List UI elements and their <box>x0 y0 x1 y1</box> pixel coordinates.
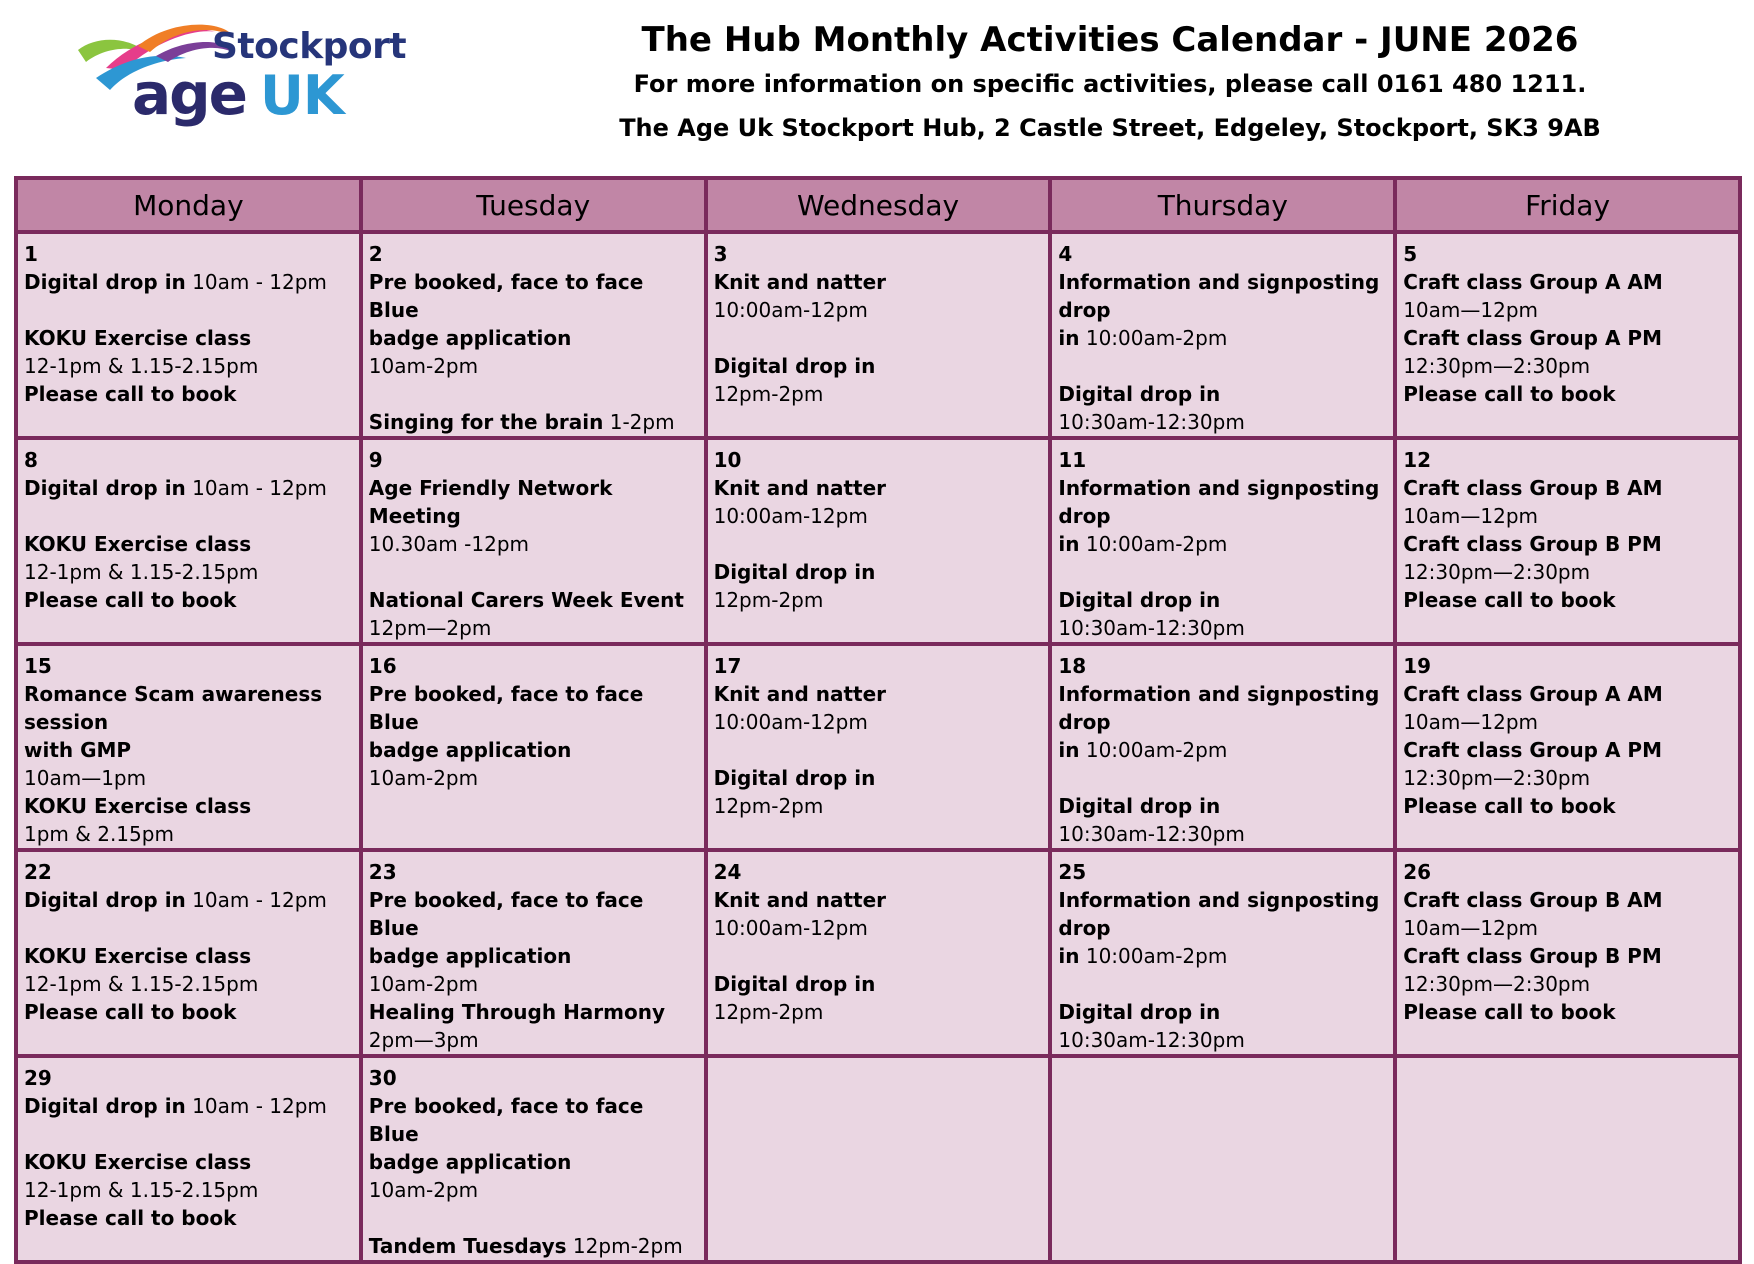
activity-name: Please call to book <box>24 1206 237 1230</box>
activity-line <box>1403 352 1732 380</box>
date-number: 5 <box>1403 242 1418 266</box>
activity-name: Digital drop in <box>713 972 876 996</box>
activity-time: 12-1pm & 1.15-2.15pm <box>24 560 259 584</box>
day-cell <box>1050 644 1395 850</box>
activity-name: Healing Through Harmony <box>368 1000 666 1024</box>
activity-name: Digital drop in <box>713 766 876 790</box>
day-cell <box>1395 644 1740 850</box>
activity-line <box>24 380 353 408</box>
activity-name: Please call to book <box>24 588 237 612</box>
activity-name: Romance Scam awareness session <box>24 682 323 734</box>
activity-name: Knit and natter <box>713 476 887 500</box>
activity-name: in <box>1058 738 1080 762</box>
activity-line <box>714 764 1043 792</box>
activity-line <box>24 680 353 736</box>
activity-name: in <box>1058 532 1080 556</box>
activity-name: Digital drop in <box>24 1094 186 1118</box>
activity-line <box>1058 764 1387 792</box>
activity-name: KOKU Exercise class <box>24 532 252 556</box>
activity-name: Pre booked, face to face Blue <box>368 270 644 322</box>
activity-name: KOKU Exercise class <box>24 326 252 350</box>
activity-name: Craft class Group A PM <box>1403 738 1662 762</box>
activity-line <box>1403 680 1732 708</box>
activity-name: Craft class Group B AM <box>1403 888 1663 912</box>
day-cell <box>361 1056 706 1262</box>
activity-line <box>24 970 353 998</box>
activity-line <box>1403 586 1732 614</box>
activity-time: 10:00am-2pm <box>1079 326 1228 350</box>
activities-calendar <box>14 176 1742 1264</box>
logo-uk-text: UK <box>260 64 344 127</box>
activity-time: 10am - 12pm <box>185 476 327 500</box>
activity-name: Information and signposting drop <box>1058 270 1380 322</box>
activity-name: badge application <box>368 1150 572 1174</box>
date-number: 4 <box>1058 242 1073 266</box>
date-number: 25 <box>1058 860 1087 884</box>
activity-name: Pre booked, face to face Blue <box>368 888 644 940</box>
activity-line <box>369 736 698 764</box>
day-cell <box>1395 850 1740 1056</box>
activity-line <box>1403 324 1732 352</box>
activity-name: badge application <box>368 738 572 762</box>
activity-line <box>1058 558 1387 586</box>
activity-line <box>1403 708 1732 736</box>
activity-time: 12:30pm—2:30pm <box>1403 354 1591 378</box>
activity-line <box>1403 474 1732 502</box>
activity-name: Please call to book <box>1403 794 1616 818</box>
activity-time: 12:30pm—2:30pm <box>1403 766 1591 790</box>
activity-line <box>24 296 353 324</box>
date-number: 8 <box>24 448 38 472</box>
date-number: 22 <box>24 860 52 884</box>
activity-line <box>1058 324 1387 352</box>
activity-line <box>1403 764 1732 792</box>
activity-line <box>369 324 698 352</box>
activity-name: Pre booked, face to face Blue <box>368 682 644 734</box>
empty-day-cell <box>1050 1056 1395 1262</box>
day-cell <box>361 232 706 438</box>
address-line: The Age Uk Stockport Hub, 2 Castle Street, Edgeley, Stockport, SK3 9AB <box>619 114 1601 142</box>
activity-line <box>24 914 353 942</box>
activity-line <box>24 998 353 1026</box>
activity-line <box>369 474 698 530</box>
activity-time: 10:30am-12:30pm <box>1058 410 1245 434</box>
activity-line <box>1058 970 1387 998</box>
activity-name: Craft class Group B AM <box>1403 476 1663 500</box>
activity-time: 2pm—3pm <box>368 1028 479 1052</box>
activity-line <box>24 792 353 820</box>
date-number: 29 <box>24 1066 52 1090</box>
activity-line <box>369 558 698 586</box>
activity-line <box>1058 792 1387 820</box>
day-cell <box>16 438 361 644</box>
activity-name: National Carers Week Event <box>368 588 684 612</box>
activity-time: 10:00am-12pm <box>713 916 868 940</box>
activity-line <box>714 530 1043 558</box>
empty-day-cell <box>706 1056 1051 1262</box>
activity-name: badge application <box>368 326 572 350</box>
activity-time: 10:00am-2pm <box>1079 738 1228 762</box>
activity-line <box>1058 474 1387 530</box>
activity-time: 10:00am-2pm <box>1079 532 1228 556</box>
activity-line <box>24 1120 353 1148</box>
activity-time: 12-1pm & 1.15-2.15pm <box>24 1178 259 1202</box>
day-header-tuesday: Tuesday <box>361 178 706 232</box>
activity-line <box>714 708 1043 736</box>
date-number: 10 <box>713 448 742 472</box>
date-number: 26 <box>1403 860 1432 884</box>
activity-time: 10am—12pm <box>1403 298 1539 322</box>
activity-line <box>714 324 1043 352</box>
day-cell <box>16 232 361 438</box>
day-cell <box>361 850 706 1056</box>
week-row <box>16 850 1740 1056</box>
day-header-thursday: Thursday <box>1050 178 1395 232</box>
activity-name: Digital drop in <box>1058 588 1221 612</box>
activity-line <box>24 502 353 530</box>
activity-line <box>24 764 353 792</box>
activity-line <box>24 558 353 586</box>
activity-name: Information and signposting drop <box>1058 682 1380 734</box>
activity-name: Information and signposting drop <box>1058 888 1380 940</box>
activity-line <box>24 886 353 914</box>
activity-line <box>714 792 1043 820</box>
activity-line <box>714 380 1043 408</box>
activity-name: Age Friendly Network Meeting <box>368 476 613 528</box>
activity-line <box>24 352 353 380</box>
activity-line <box>714 502 1043 530</box>
activity-line <box>24 1204 353 1232</box>
activity-time: 12pm—2pm <box>368 616 492 640</box>
activity-name: in <box>1058 326 1080 350</box>
activity-name: Information and signposting drop <box>1058 476 1380 528</box>
week-row <box>16 1056 1740 1262</box>
activity-time: 1-2pm <box>603 410 675 434</box>
activity-name: Pre booked, face to face Blue <box>368 1094 644 1146</box>
day-cell <box>1050 438 1395 644</box>
activity-line <box>24 820 353 848</box>
activity-name: KOKU Exercise class <box>24 944 252 968</box>
activity-name: Singing for the brain <box>368 410 604 434</box>
activity-time: 10:00am-12pm <box>713 504 868 528</box>
activity-name: Craft class Group B PM <box>1403 944 1662 968</box>
activity-time: 10am-2pm <box>368 766 479 790</box>
activity-line <box>369 1176 698 1204</box>
activity-line <box>714 914 1043 942</box>
date-number: 30 <box>368 1066 397 1090</box>
activity-time: 10:30am-12:30pm <box>1058 822 1245 846</box>
activity-time: 10am - 12pm <box>185 270 327 294</box>
date-number: 19 <box>1403 654 1432 678</box>
day-header-friday: Friday <box>1395 178 1740 232</box>
activity-time: 12:30pm—2:30pm <box>1403 560 1591 584</box>
date-number: 16 <box>368 654 397 678</box>
activity-line <box>24 1092 353 1120</box>
date-number: 11 <box>1058 448 1087 472</box>
activity-name: Please call to book <box>1403 382 1616 406</box>
activity-line <box>369 764 698 792</box>
empty-day-cell <box>1395 1056 1740 1262</box>
activity-name: Digital drop in <box>713 354 876 378</box>
activity-line <box>1058 380 1387 408</box>
day-header-row <box>16 178 1740 232</box>
day-cell <box>706 232 1051 438</box>
activity-line <box>24 324 353 352</box>
activity-line <box>1058 586 1387 614</box>
activity-name: Please call to book <box>24 1000 237 1024</box>
week-row <box>16 438 1740 644</box>
activity-line <box>369 886 698 942</box>
activity-line <box>24 736 353 764</box>
activity-line <box>369 268 698 324</box>
activity-name: Knit and natter <box>713 270 887 294</box>
day-cell <box>1395 232 1740 438</box>
activity-line <box>369 530 698 558</box>
activity-line <box>714 970 1043 998</box>
activity-line <box>1058 820 1387 848</box>
date-number: 18 <box>1058 654 1087 678</box>
day-header-monday: Monday <box>16 178 361 232</box>
activity-line <box>369 352 698 380</box>
activity-time: 10:30am-12:30pm <box>1058 616 1245 640</box>
activity-name: in <box>1058 944 1080 968</box>
activity-name: Please call to book <box>1403 1000 1616 1024</box>
activity-line <box>714 998 1043 1026</box>
activity-line <box>1403 530 1732 558</box>
day-cell <box>706 438 1051 644</box>
activity-name: Please call to book <box>24 382 237 406</box>
page-header <box>560 18 1660 150</box>
day-cell <box>16 1056 361 1262</box>
activity-time: 12pm-2pm <box>713 382 824 406</box>
activity-name: Digital drop in <box>24 888 186 912</box>
activity-time: 12:30pm—2:30pm <box>1403 972 1591 996</box>
activity-time: 1pm & 2.15pm <box>24 822 174 846</box>
activity-name: Craft class Group A AM <box>1403 270 1663 294</box>
activity-line <box>1403 970 1732 998</box>
activity-line <box>1403 268 1732 296</box>
activity-line <box>1058 680 1387 736</box>
week-row <box>16 232 1740 438</box>
activity-line <box>714 942 1043 970</box>
activity-line <box>369 1148 698 1176</box>
date-number: 17 <box>713 654 742 678</box>
activity-line <box>369 1232 698 1260</box>
activity-time: 10am - 12pm <box>185 1094 327 1118</box>
activity-time: 12pm-2pm <box>566 1234 683 1258</box>
activity-name: Craft class Group A PM <box>1403 326 1662 350</box>
logo-age-text: age <box>132 60 246 128</box>
activity-line <box>369 408 698 436</box>
activity-time: 10:00am-2pm <box>1079 944 1228 968</box>
day-cell <box>706 850 1051 1056</box>
activity-line <box>24 1148 353 1176</box>
activity-time: 12pm-2pm <box>713 1000 824 1024</box>
activity-name: Please call to book <box>1403 588 1616 612</box>
date-number: 9 <box>368 448 383 472</box>
activity-line <box>369 942 698 970</box>
activity-line <box>1058 942 1387 970</box>
activity-line <box>369 998 698 1026</box>
activity-line <box>24 942 353 970</box>
activity-name: Craft class Group B PM <box>1403 532 1662 556</box>
activity-line <box>1403 886 1732 914</box>
activity-line <box>369 680 698 736</box>
activity-name: Digital drop in <box>24 270 186 294</box>
activity-line <box>369 586 698 614</box>
activity-line <box>1058 1026 1387 1054</box>
activity-line <box>369 614 698 642</box>
activity-name: badge application <box>368 944 572 968</box>
activity-line <box>1058 998 1387 1026</box>
activity-line <box>1058 736 1387 764</box>
activity-line <box>1403 558 1732 586</box>
activity-line <box>1403 380 1732 408</box>
activity-name: Knit and natter <box>713 682 887 706</box>
date-number: 3 <box>713 242 728 266</box>
activity-name: with GMP <box>24 738 132 762</box>
activity-line <box>1403 296 1732 324</box>
activity-name: KOKU Exercise class <box>24 1150 252 1174</box>
activity-line <box>1058 268 1387 324</box>
day-cell <box>16 644 361 850</box>
activity-line <box>24 268 353 296</box>
activity-line <box>1403 998 1732 1026</box>
activity-line <box>714 474 1043 502</box>
activity-line <box>24 474 353 502</box>
day-cell <box>361 644 706 850</box>
activity-line <box>1403 502 1732 530</box>
activity-name: Digital drop in <box>1058 1000 1221 1024</box>
activity-time: 10:30am-12:30pm <box>1058 1028 1245 1052</box>
date-number: 24 <box>713 860 742 884</box>
day-cell <box>1050 850 1395 1056</box>
activity-time: 10:00am-12pm <box>713 298 868 322</box>
activity-time: 10am-2pm <box>368 1178 479 1202</box>
activity-line <box>1058 530 1387 558</box>
activity-name: Digital drop in <box>1058 382 1221 406</box>
activity-line <box>714 736 1043 764</box>
activity-line <box>1403 914 1732 942</box>
activity-line <box>714 352 1043 380</box>
date-number: 2 <box>368 242 383 266</box>
activity-line <box>369 380 698 408</box>
activity-line <box>24 530 353 558</box>
activity-line <box>714 680 1043 708</box>
activity-line <box>714 886 1043 914</box>
day-cell <box>1050 232 1395 438</box>
activity-time: 10am - 12pm <box>185 888 327 912</box>
week-row <box>16 644 1740 850</box>
activity-line <box>369 1026 698 1054</box>
activity-name: Craft class Group A AM <box>1403 682 1663 706</box>
activity-line <box>714 558 1043 586</box>
activity-time: 10am—12pm <box>1403 710 1539 734</box>
day-header-wednesday: Wednesday <box>706 178 1051 232</box>
date-number: 15 <box>24 654 52 678</box>
day-cell <box>706 644 1051 850</box>
activity-line <box>1058 408 1387 436</box>
activity-line <box>714 296 1043 324</box>
activity-line <box>1403 942 1732 970</box>
activity-line <box>369 1204 698 1232</box>
date-number: 23 <box>368 860 397 884</box>
activity-line <box>24 586 353 614</box>
date-number: 12 <box>1403 448 1432 472</box>
age-uk-stockport-logo <box>76 18 407 136</box>
page-title: The Hub Monthly Activities Calendar - JUNE 2026 <box>641 20 1579 60</box>
activity-line <box>369 1092 698 1148</box>
logo-stockport-text: Stockport <box>212 26 407 67</box>
activity-line <box>1403 736 1732 764</box>
activity-line <box>1058 614 1387 642</box>
activity-name: Knit and natter <box>713 888 887 912</box>
activity-name: Tandem Tuesdays <box>368 1234 567 1258</box>
activity-time: 12-1pm & 1.15-2.15pm <box>24 354 259 378</box>
activity-line <box>24 1176 353 1204</box>
activity-line <box>714 268 1043 296</box>
activity-time: 12pm-2pm <box>713 588 824 612</box>
activity-name: Digital drop in <box>713 560 876 584</box>
activity-time: 12pm-2pm <box>713 794 824 818</box>
day-cell <box>16 850 361 1056</box>
activity-line <box>369 970 698 998</box>
activity-time: 10am-2pm <box>368 972 479 996</box>
activity-time: 10am—12pm <box>1403 504 1539 528</box>
activity-time: 10:00am-12pm <box>713 710 868 734</box>
activity-time: 10am-2pm <box>368 354 479 378</box>
activity-name: KOKU Exercise class <box>24 794 252 818</box>
activity-time: 12-1pm & 1.15-2.15pm <box>24 972 259 996</box>
day-cell <box>361 438 706 644</box>
activity-name: Digital drop in <box>1058 794 1221 818</box>
calendar-body <box>16 232 1740 1262</box>
activity-name: Digital drop in <box>24 476 186 500</box>
date-number: 1 <box>24 242 38 266</box>
activity-line <box>1058 352 1387 380</box>
activity-time: 10am—1pm <box>24 766 147 790</box>
activity-time: 10.30am -12pm <box>368 532 529 556</box>
activity-line <box>714 586 1043 614</box>
activity-line <box>1058 886 1387 942</box>
activity-line <box>1403 792 1732 820</box>
contact-line: For more information on specific activities, please call 0161 480 1211. <box>633 70 1587 98</box>
day-cell <box>1395 438 1740 644</box>
activity-time: 10am—12pm <box>1403 916 1539 940</box>
